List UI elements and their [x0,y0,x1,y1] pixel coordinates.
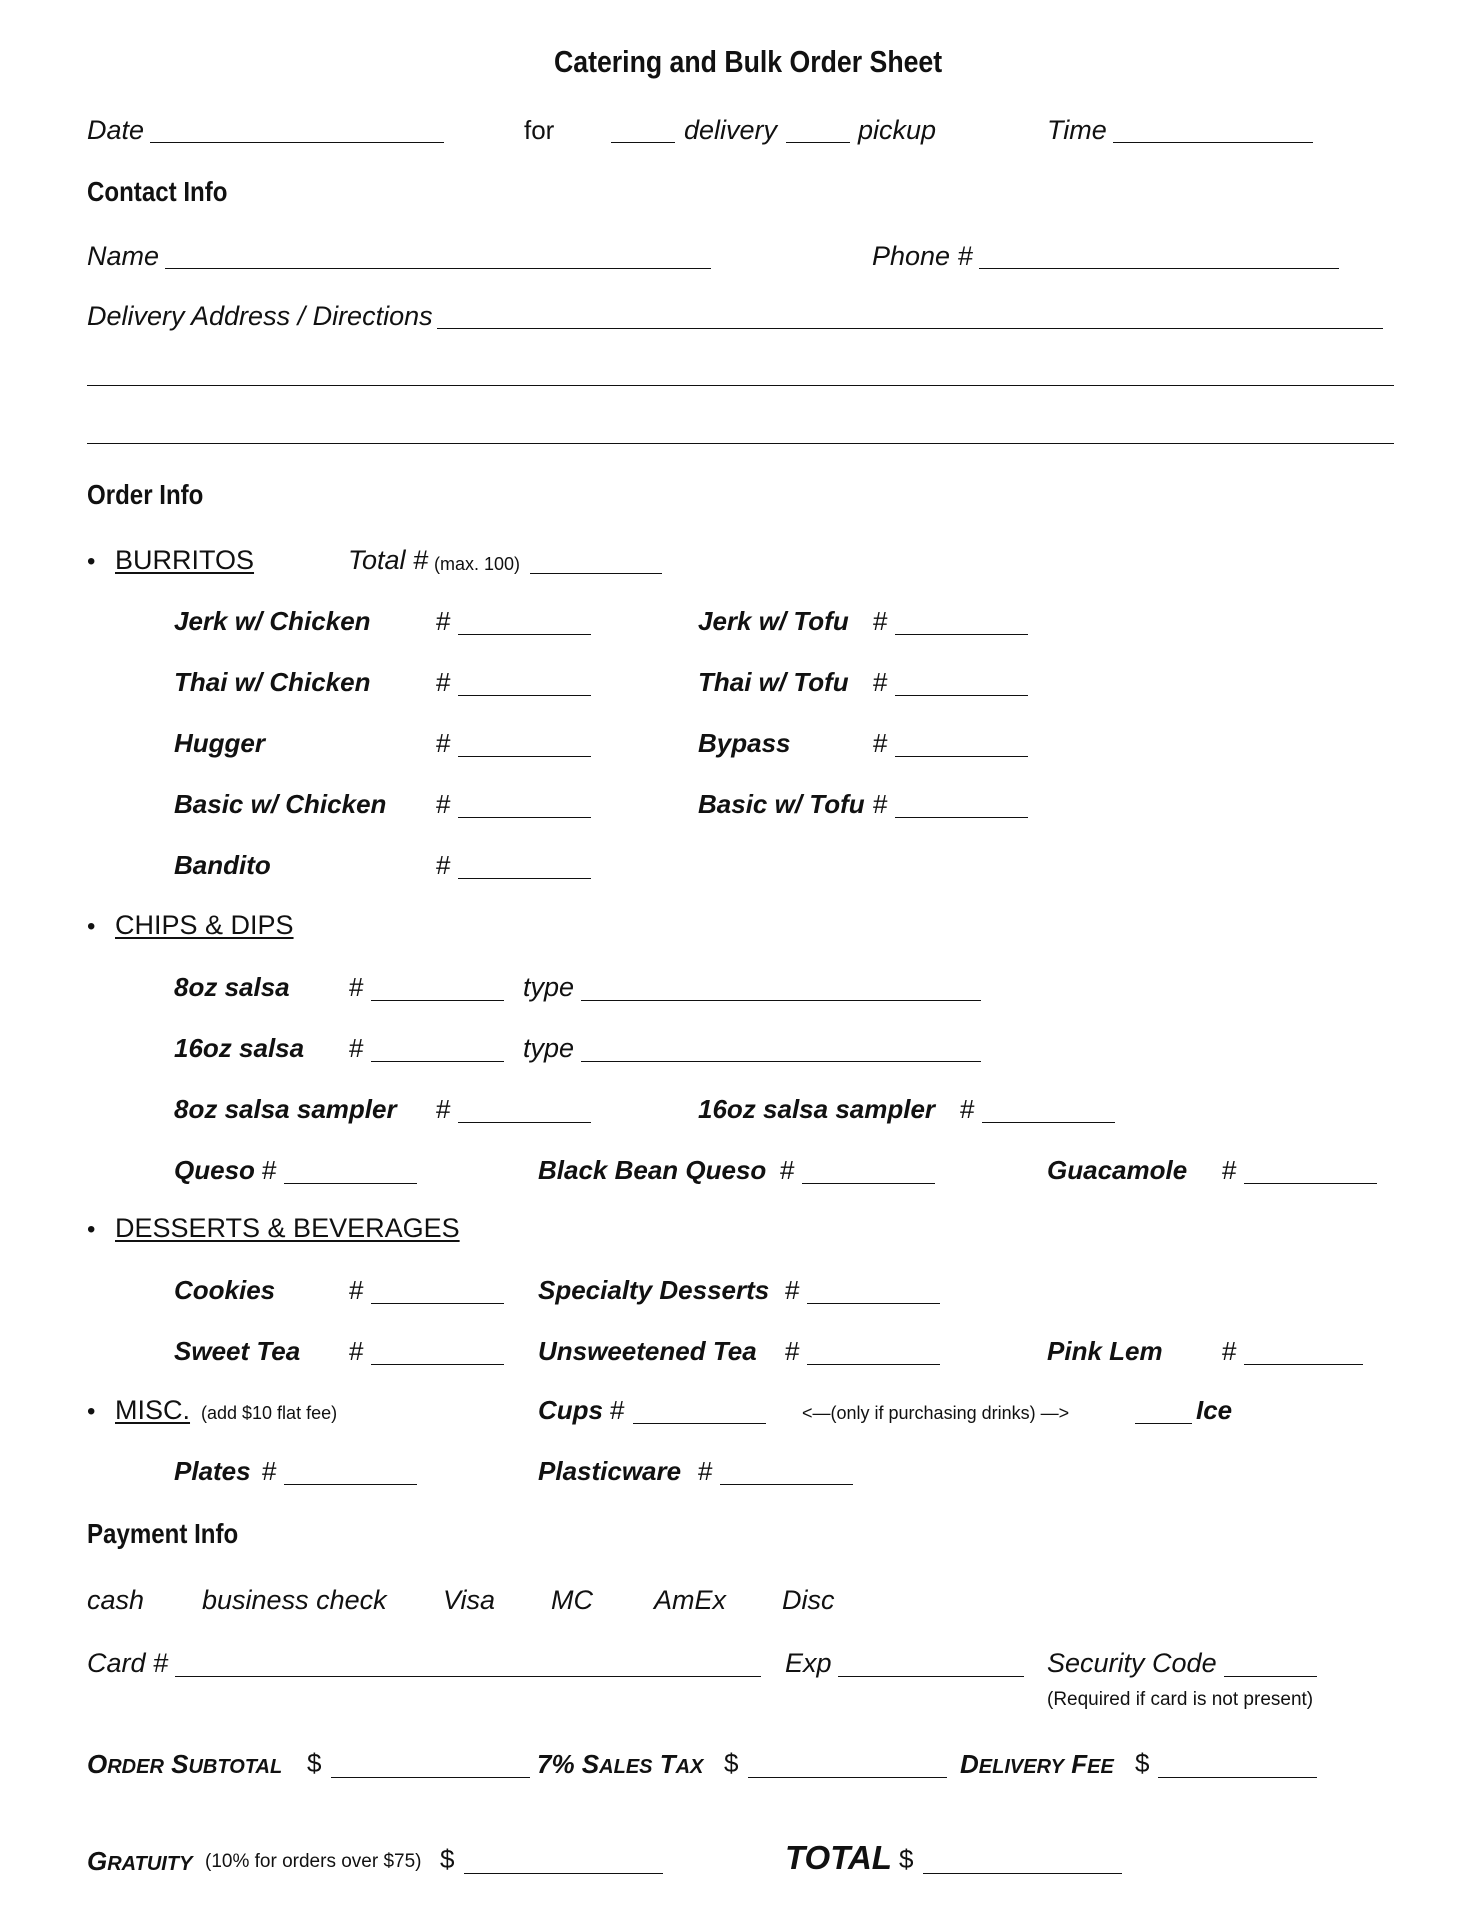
hash-label: # [436,850,451,880]
burritos-total-label: Total # [348,545,429,575]
hash-label: # [436,1094,451,1124]
hash-label: # [436,606,451,636]
type-label: type [523,972,575,1002]
card-field[interactable] [175,1676,761,1677]
hash-label: # [785,1275,800,1305]
method-visa[interactable]: Visa [443,1585,496,1615]
item-pink-lem: Pink Lem [1047,1336,1163,1366]
item-ice: Ice [1196,1395,1233,1425]
item-basic-tofu: Basic w/ Tofu [698,789,865,819]
exp-field[interactable] [838,1676,1024,1677]
security-note: (Required if card is not present) [1047,1689,1314,1710]
payment-heading: Payment Info [87,1518,239,1549]
item-cups: Cups [538,1395,603,1425]
qty-bypass[interactable] [895,756,1028,757]
pickup-label: pickup [858,115,937,145]
item-16oz-salsa: 16oz salsa [174,1033,305,1063]
hash-label: # [262,1155,277,1185]
tax-field[interactable] [748,1777,947,1778]
delivery-label: delivery [684,115,778,145]
total-field[interactable] [923,1873,1122,1874]
dollar-sign: $ [1135,1748,1150,1778]
tax-label: 7% SALES TAX [537,1749,704,1779]
item-bandito: Bandito [174,850,271,880]
qty-16oz-salsa[interactable] [371,1061,504,1062]
item-jerk-tofu: Jerk w/ Tofu [698,606,849,636]
item-black-bean-queso: Black Bean Queso [538,1155,767,1185]
qty-jerk-tofu[interactable] [895,634,1028,635]
burritos-total-field[interactable] [530,573,662,574]
qty-bandito[interactable] [458,878,591,879]
time-label: Time [1047,115,1107,145]
method-amex[interactable]: AmEx [654,1585,727,1615]
hash-label: # [436,728,451,758]
exp-label: Exp [785,1648,832,1678]
qty-thai-chicken[interactable] [458,695,591,696]
address-field-3[interactable] [87,443,1394,444]
type-8oz-salsa[interactable] [581,1000,981,1001]
item-specialty-desserts: Specialty Desserts [538,1275,770,1305]
qty-queso[interactable] [284,1183,417,1184]
qty-8oz-sampler[interactable] [458,1122,591,1123]
item-jerk-chicken: Jerk w/ Chicken [174,606,371,636]
burritos-section: BURRITOS [115,545,255,575]
hash-label: # [436,789,451,819]
address-field-1[interactable] [437,328,1383,329]
qty-thai-tofu[interactable] [895,695,1028,696]
name-label: Name [87,241,160,271]
bullet-icon: • [87,548,96,575]
phone-label: Phone # [872,241,973,271]
item-8oz-sampler: 8oz salsa sampler [174,1094,397,1124]
date-field[interactable] [150,142,444,143]
page-title: Catering and Bulk Order Sheet [554,44,943,79]
misc-fee-note: (add $10 flat fee) [201,1403,338,1423]
hash-label: # [1222,1336,1237,1366]
dollar-sign: $ [440,1844,455,1874]
item-plates: Plates [174,1456,251,1486]
item-plasticware: Plasticware [538,1456,682,1486]
delivery-checkbox[interactable] [611,142,675,143]
hash-label: # [873,667,888,697]
hash-label: # [780,1155,795,1185]
delivery-fee-field[interactable] [1158,1777,1317,1778]
item-thai-tofu: Thai w/ Tofu [698,667,849,697]
method-mc[interactable]: MC [551,1585,593,1615]
item-basic-chicken: Basic w/ Chicken [174,789,387,819]
method-disc[interactable]: Disc [782,1585,835,1615]
qty-cookies[interactable] [371,1303,504,1304]
bullet-icon: • [87,1398,96,1425]
dollar-sign: $ [724,1748,739,1778]
qty-plasticware[interactable] [720,1484,853,1485]
dollar-sign: $ [899,1844,914,1874]
hash-label: # [349,1336,364,1366]
qty-pink-lem[interactable] [1244,1364,1363,1365]
qty-jerk-chicken[interactable] [458,634,591,635]
item-16oz-sampler: 16oz salsa sampler [698,1094,936,1124]
gratuity-note: (10% for orders over $75) [205,1851,422,1872]
qty-8oz-salsa[interactable] [371,1000,504,1001]
contact-heading: Contact Info [87,176,228,207]
qty-black-bean-queso[interactable] [802,1183,935,1184]
dollar-sign: $ [307,1748,322,1778]
item-8oz-salsa: 8oz salsa [174,972,290,1002]
bullet-icon: • [87,1216,96,1243]
type-label: type [523,1033,575,1063]
qty-plates[interactable] [284,1484,417,1485]
misc-section: MISC. [115,1395,191,1425]
qty-basic-tofu[interactable] [895,817,1028,818]
item-queso: Queso [174,1155,255,1185]
chips-section: CHIPS & DIPS [115,910,294,940]
hash-label: # [349,972,364,1002]
card-label: Card # [87,1648,169,1678]
security-field[interactable] [1224,1676,1317,1677]
hash-label: # [873,728,888,758]
for-label: for [524,115,555,145]
item-guacamole: Guacamole [1047,1155,1188,1185]
bullet-icon: • [87,913,96,940]
qty-specialty-desserts[interactable] [807,1303,940,1304]
item-cookies: Cookies [174,1275,276,1305]
phone-field[interactable] [979,268,1339,269]
method-business-check[interactable]: business check [202,1585,387,1615]
gratuity-field[interactable] [464,1873,663,1874]
order-heading: Order Info [87,479,204,510]
qty-16oz-sampler[interactable] [982,1122,1115,1123]
qty-sweet-tea[interactable] [371,1364,504,1365]
item-unsweetened-tea: Unsweetened Tea [538,1336,757,1366]
address-label: Delivery Address / Directions [87,301,433,331]
hash-label: # [349,1275,364,1305]
type-16oz-salsa[interactable] [581,1061,981,1062]
subtotal-field[interactable] [331,1777,530,1778]
item-thai-chicken: Thai w/ Chicken [174,667,371,697]
hash-label: # [960,1094,975,1124]
item-sweet-tea: Sweet Tea [174,1336,301,1366]
qty-cups[interactable] [633,1423,766,1424]
gratuity-label: GRATUITY [87,1846,193,1876]
qty-guacamole[interactable] [1244,1183,1377,1184]
burritos-max-note: (max. 100) [434,554,521,574]
item-hugger: Hugger [174,728,265,758]
address-field-2[interactable] [87,385,1394,386]
time-field[interactable] [1113,142,1313,143]
qty-hugger[interactable] [458,756,591,757]
hash-label: # [698,1456,713,1486]
delivery-fee-label: DELIVERY FEE [960,1749,1114,1779]
hash-label: # [262,1456,277,1486]
hash-label: # [873,789,888,819]
hash-label: # [873,606,888,636]
item-bypass: Bypass [698,728,791,758]
qty-basic-chicken[interactable] [458,817,591,818]
pickup-checkbox[interactable] [786,142,850,143]
desserts-section: DESSERTS & BEVERAGES [115,1213,460,1243]
ice-checkbox[interactable] [1135,1423,1192,1424]
hash-label: # [610,1395,625,1425]
date-label: Date [87,115,145,145]
subtotal-label: ORDER SUBTOTAL [87,1749,283,1779]
hash-label: # [785,1336,800,1366]
hash-label: # [349,1033,364,1063]
hash-label: # [1222,1155,1237,1185]
total-label: TOTAL [785,1839,892,1876]
drinks-note: <—(only if purchasing drinks) —> [802,1403,1070,1423]
security-label: Security Code [1047,1648,1217,1678]
hash-label: # [436,667,451,697]
method-cash[interactable]: cash [87,1585,145,1615]
qty-unsweetened-tea[interactable] [807,1364,940,1365]
name-field[interactable] [165,268,711,269]
